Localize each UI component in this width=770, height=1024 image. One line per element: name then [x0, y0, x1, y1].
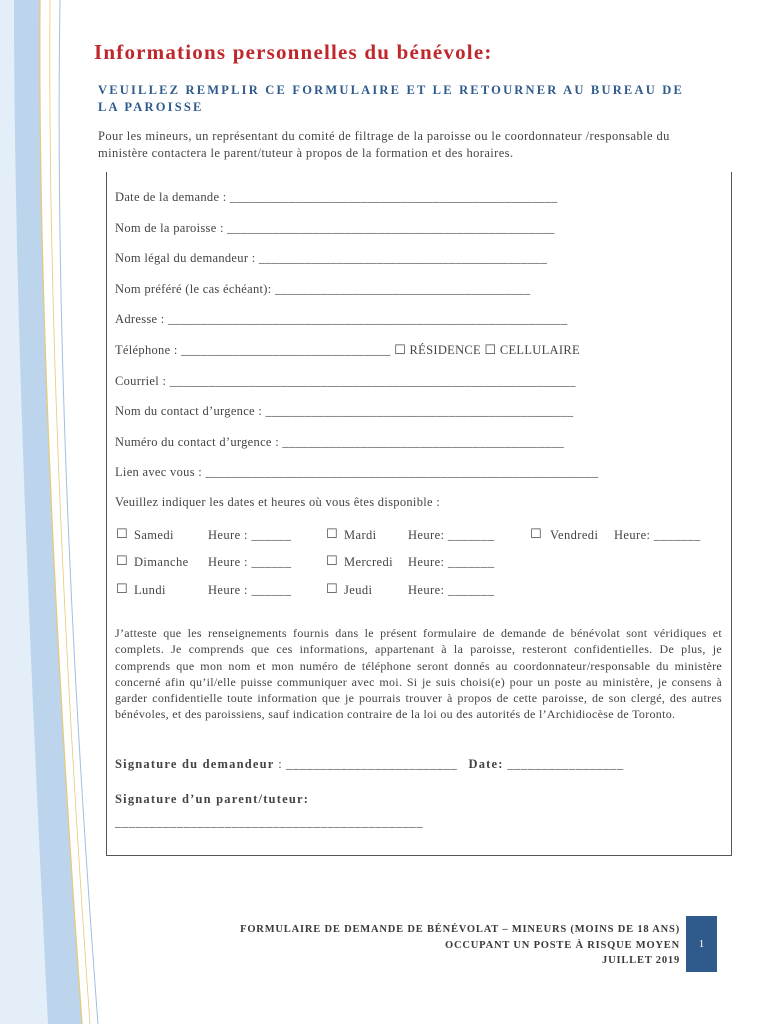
signature-demandeur-field[interactable]: : _________________________ [274, 757, 458, 771]
telephone-row [115, 343, 580, 358]
intro-paragraph: Pour les mineurs, un représentant du comité de filtrage de la paroisse ou le coordonnateur /responsable du ministère contactera le parent/tuteur à propos de la formation et des horaires. [98, 129, 670, 160]
date-demande-field[interactable]: Date de la demande : __________________________________________________ [115, 190, 558, 204]
form-instruction: VEUILLEZ REMPLIR CE FORMULAIRE ET LE RETOURNER AU BUREAU DE LA PAROISSE [98, 83, 685, 114]
mercredi-label: Mercredi [344, 555, 394, 569]
lundi-heure-field[interactable]: Heure : ______ [208, 583, 292, 597]
adresse-field[interactable]: Adresse : _____________________________________________________________ [115, 312, 568, 326]
nom-legal-field[interactable]: Nom légal du demandeur : ____________________________________________ [115, 251, 548, 265]
jeudi-label: Jeudi [344, 583, 373, 597]
mardi-label: Mardi [344, 528, 377, 542]
contact-urgence-field[interactable]: Nom du contact d’urgence : _______________________________________________ [115, 404, 574, 418]
decorative-swoosh [0, 0, 100, 1024]
page-footer [240, 922, 680, 969]
dimanche-heure-field[interactable]: Heure : ______ [208, 555, 292, 569]
mercredi-heure-field[interactable]: Heure: _______ [408, 555, 495, 569]
signature-parent-label: Signature d’un parent/tuteur: [115, 792, 310, 806]
page-number-badge: 1 [686, 916, 717, 972]
residence-checkbox[interactable]: ☐ [394, 343, 407, 358]
mardi-checkbox[interactable]: ☐ [326, 527, 339, 542]
mercredi-checkbox[interactable]: ☐ [326, 554, 339, 569]
disponibilite-label: Veuillez indiquer les dates et heures où vous êtes disponible : [115, 495, 441, 509]
telephone-field[interactable]: Téléphone : ________________________________ [115, 343, 391, 357]
samedi-checkbox[interactable]: ☐ [116, 527, 129, 542]
page-title: Informations personnelles du bénévole: [94, 40, 493, 64]
cellulaire-label: CELLULAIRE [499, 343, 580, 357]
jeudi-heure-field[interactable]: Heure: _______ [408, 583, 495, 597]
vendredi-checkbox[interactable]: ☐ [530, 527, 543, 542]
samedi-heure-field[interactable]: Heure : ______ [208, 528, 292, 542]
footer-line-1: FORMULAIRE DE DEMANDE DE BÉNÉVOLAT – MINEURS (MOINS DE 18 ANS) [240, 924, 680, 935]
residence-label: RÉSIDENCE [409, 343, 481, 357]
signature-demandeur-label: Signature du demandeur [115, 757, 275, 771]
paroisse-field[interactable]: Nom de la paroisse : __________________________________________________ [115, 221, 555, 235]
footer-line-3: JUILLET 2019 [602, 955, 680, 966]
lundi-label: Lundi [134, 583, 166, 597]
lien-field[interactable]: Lien avec vous : ____________________________________________________________ [115, 465, 599, 479]
signature-demandeur-row [115, 757, 624, 772]
nom-prefere-field[interactable]: Nom préféré (le cas échéant): _______________________________________ [115, 282, 531, 296]
form-frame [106, 172, 732, 856]
footer-line-2: OCCUPANT UN POSTE À RISQUE MOYEN [445, 939, 680, 951]
vendredi-heure-field[interactable]: Heure: _______ [614, 528, 701, 542]
courriel-field[interactable]: Courriel : ______________________________________________________________ [115, 374, 576, 388]
mardi-heure-field[interactable]: Heure: _______ [408, 528, 495, 542]
dimanche-checkbox[interactable]: ☐ [116, 554, 129, 569]
jeudi-checkbox[interactable]: ☐ [326, 582, 339, 597]
lundi-checkbox[interactable]: ☐ [116, 582, 129, 597]
samedi-label: Samedi [134, 528, 174, 542]
cellulaire-checkbox[interactable]: ☐ [484, 343, 497, 358]
attestation-paragraph: J’atteste que les renseignements fournis dans le présent formulaire de demande de bénévolat sont véridiques et complets. Je comprends que ces informations, appartenant à la paroisse, resteront confidentielles. De plus, je comprends que mon nom et mon numéro de téléphone seront donnés au coordonnateur/responsable du ministère concerné afin qu’il/elle puisse communiquer avec moi. Si je suis choisi(e) pour un poste au ministère, je consens à garder confidentielle toute information que je pourrais trouver à propos de cette paroisse, de son clergé, des autres bénévoles, et des paroissiens, sauf indication contraire de la loi ou des autorités de l’Archidiocèse de Toronto. [115, 626, 722, 722]
numero-urgence-field[interactable]: Numéro du contact d’urgence : ___________________________________________ [115, 435, 565, 449]
signature-date-field[interactable]: _________________ [503, 757, 624, 771]
dimanche-label: Dimanche [134, 555, 189, 569]
vendredi-label: Vendredi [550, 528, 599, 542]
signature-date-label: Date: [468, 757, 504, 771]
signature-parent-field[interactable]: _____________________________________________ [115, 815, 424, 829]
